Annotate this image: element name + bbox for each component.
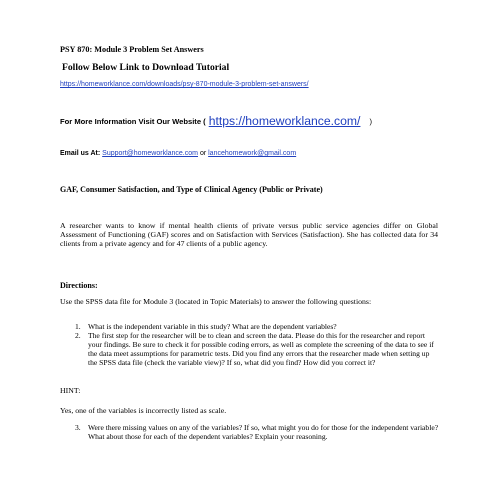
support-email-link[interactable]: Support@homeworklance.com (102, 150, 198, 157)
tutorial-link[interactable]: https://homeworklance.com/downloads/psy-870-module-3-problem-set-answers/ (60, 81, 309, 88)
hint-label: HINT: (60, 386, 81, 395)
more-info-label: For More Information Visit Our Website ( (60, 117, 206, 126)
question-number: 1. (75, 322, 81, 331)
more-info-close: ) (369, 117, 372, 126)
question-number: 2. (75, 331, 81, 341)
directions-heading: Directions: (60, 281, 98, 290)
website-link[interactable]: https://homeworklance.com/ (208, 114, 361, 128)
document-title: PSY 870: Module 3 Problem Set Answers (60, 45, 204, 54)
list-item (60, 322, 440, 331)
hint-text: Yes, one of the variables is incorrectly listed as scale. (60, 406, 227, 415)
intro-paragraph: A researcher wants to know if mental health clients of private versus public service agencies differ on Global Assessment of Functioning (GAF) scores and on Satisfaction with Services (Satisfaction). She has collected data for 34 clients from a private agency and for 47 clients of a public agency. (60, 221, 438, 249)
download-heading: Follow Below Link to Download Tutorial (62, 62, 230, 73)
list-item (60, 331, 440, 367)
section-heading: GAF, Consumer Satisfaction, and Type of Clinical Agency (Public or Private) (60, 185, 323, 194)
question-text: Were there missing values on any of the variables? If so, what might you do for those for the independent variable? What about those for each of the dependent variables? Explain your reasoning. (88, 423, 439, 442)
question-text: The first step for the researcher will be to clean and screen the data. Please do this for the researcher and report your findings. Be sure to check it for possible coding errors, as well as complete the screening of the data to see if the data meet assumptions for parametric tests. Did you find any errors that the researcher made when setting up the SPSS data file (check the variable view)? If so, what did you find? How did you correct it? (88, 331, 434, 368)
list-item (60, 423, 440, 441)
more-info-line (60, 113, 372, 127)
directions-text: Use the SPSS data file for Module 3 (located in Topic Materials) to answer the following questions: (60, 297, 372, 306)
email-or: or (199, 150, 207, 157)
email-line (60, 150, 296, 157)
question-number: 3. (75, 423, 81, 432)
email-label: Email us At: (60, 150, 101, 157)
question-text: What is the independent variable in this study? What are the dependent variables? (88, 322, 337, 331)
lance-email-link[interactable]: lancehomework@gmail.com (208, 150, 297, 157)
questions-list-2 (60, 423, 440, 441)
questions-list (60, 322, 440, 367)
